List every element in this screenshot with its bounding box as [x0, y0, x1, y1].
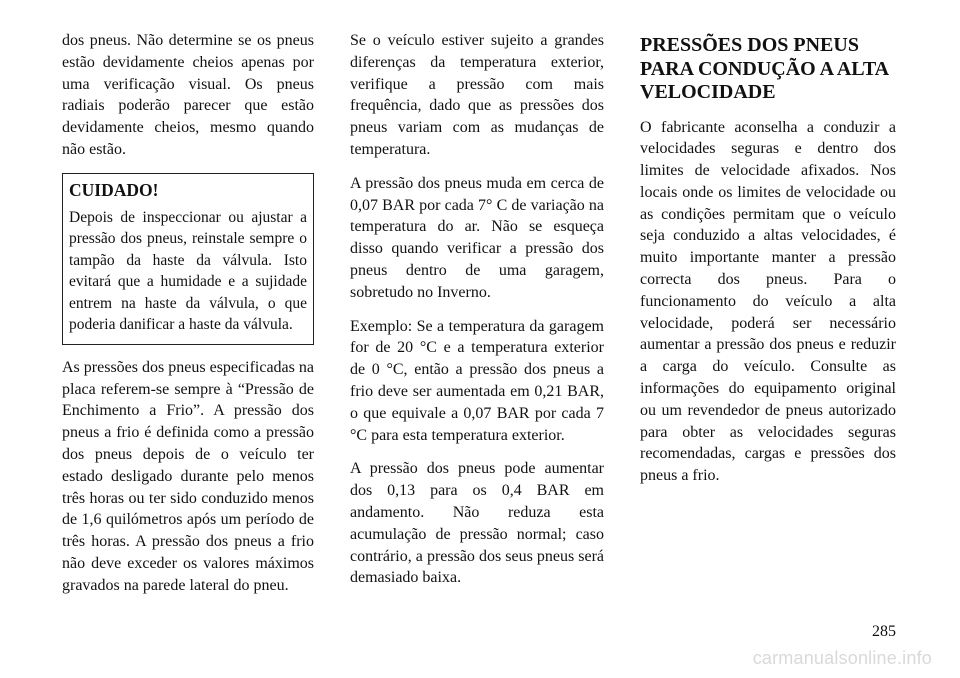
paragraph-example: Exemplo: Se a temperatura da garagem for de 20 °C e a temperatura exterior de 0 °C, então a pressão dos pneus a frio deve ser aumentada em 0,21 BAR, o que equivale a 0,07 BAR por cada 7 °C para esta temperatura exterior.	[350, 317, 604, 444]
paragraph-high-speed: O fabricante aconselha a conduzir a velocidades seguras e dentro dos limites de velocidade afixados. Nos locais onde os limites de velocidade ou as condições permitam que o veículo seja conduzido a altas velocidades, é muito importante manter a pressão correcta dos pneus. Para o funcionamento do veículo a alta velocidade, poderá ser necessário aumentar a pressão dos pneus e reduzir a carga do veículo. Consulte as informações do equipamento original ou um revendedor de pneus autorizado para obter as velocidades seguras recomendadas, cargas e pressões dos pneus a frio.	[640, 118, 896, 485]
left-column	[62, 30, 314, 609]
middle-column	[350, 30, 604, 601]
section-heading: PRESSÕES DOS PNEUS PARA CONDUÇÃO A ALTA VELOCIDADE	[640, 34, 889, 103]
paragraph-inflation-check: dos pneus. Não determine se os pneus estão devidamente cheios apenas por uma verificação visual. Os pneus radiais poderão parecer que estão devidamente cheios, mesmo quando não estão.	[62, 32, 314, 158]
caution-box	[62, 173, 314, 345]
paragraph-pressure-buildup: A pressão dos pneus pode aumentar dos 0,13 para os 0,4 BAR em andamento. Não reduza esta acumulação de pressão normal; caso contrário, a pressão dos seus pneus será demasiado baixa.	[350, 460, 604, 587]
right-column	[640, 30, 896, 499]
paragraph-temperature-differences: Se o veículo estiver sujeito a grandes diferenças da temperatura exterior, verifique a pressão com mais frequência, dado que as pressões dos pneus variam com as mudanças de temperatura.	[350, 32, 604, 158]
caution-title: CUIDADO!	[69, 179, 159, 200]
watermark: carmanualsonline.info	[752, 648, 932, 668]
page-number: 285	[872, 623, 896, 640]
paragraph-pressure-change: A pressão dos pneus muda em cerca de 0,07 BAR por cada 7° C de variação na temperatura do ar. Não se esqueça disso quando verificar a pressão dos pneus dentro de uma garagem, sobretudo no Inverno.	[350, 174, 604, 301]
caution-text: Depois de inspeccionar ou ajustar a pressão dos pneus, reinstale sempre o tampão da haste da válvula. Isto evitará que a humidade e a sujidade entrem na haste da válvula, o que poderia danificar a haste da válvula.	[69, 208, 307, 334]
paragraph-cold-pressure: As pressões dos pneus especificadas na placa referem-se sempre à “Pressão de Enchimento a Frio”. A pressão dos pneus a frio é definida como a pressão dos pneus depois de o veículo ter estado desligado durante pelo menos três horas ou ter sido conduzido menos de 1,6 quilómetros após um período de três horas. A pressão dos pneus a frio não deve exceder os valores máximos gravados na parede lateral do pneu.	[62, 358, 314, 594]
